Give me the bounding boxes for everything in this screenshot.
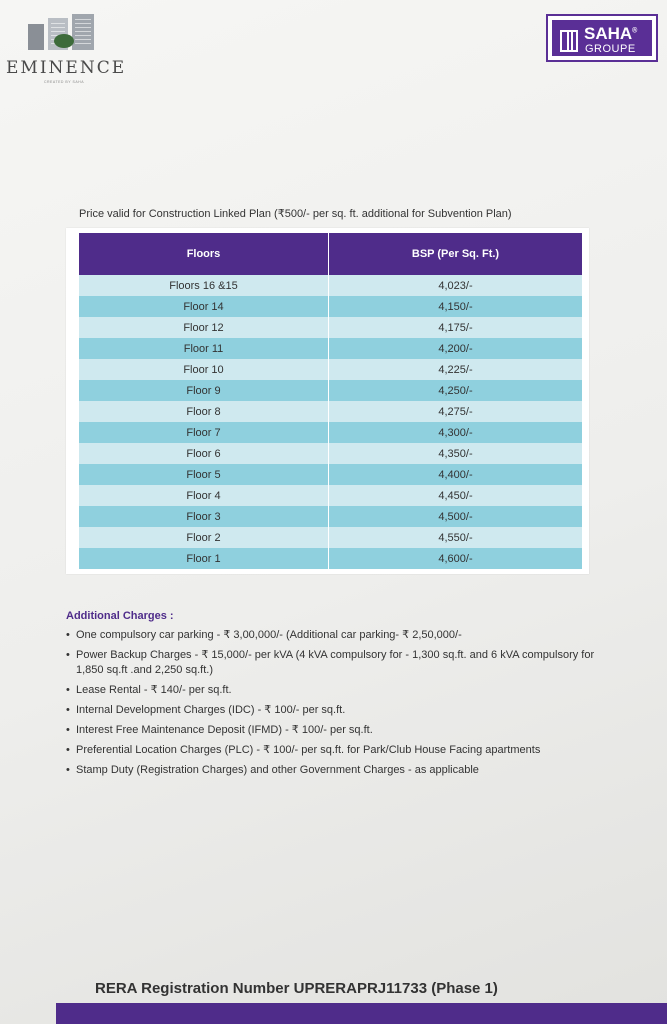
cell-bsp: 4,550/-	[329, 527, 583, 548]
cell-floor: Floor 2	[79, 527, 329, 548]
cell-floor: Floor 3	[79, 506, 329, 527]
cell-bsp: 4,500/-	[329, 506, 583, 527]
table-header-row	[79, 233, 582, 275]
saha-name: SAHA	[584, 24, 633, 43]
cell-bsp: 4,450/-	[329, 485, 583, 506]
saha-groupe-logo	[546, 14, 658, 62]
price-table	[79, 233, 582, 569]
cell-bsp: 4,250/-	[329, 380, 583, 401]
list-item: • Internal Development Charges (IDC) - ₹ 100/- per sq.ft.	[66, 703, 626, 718]
table-row	[79, 443, 582, 464]
cell-floor: Floor 10	[79, 359, 329, 380]
cell-bsp: 4,350/-	[329, 443, 583, 464]
table-row	[79, 380, 582, 401]
cell-floor: Floor 4	[79, 485, 329, 506]
charges-list	[66, 628, 626, 778]
list-item: • Interest Free Maintenance Deposit (IFMD) - ₹ 100/- per sq.ft.	[66, 723, 626, 738]
cell-bsp: 4,225/-	[329, 359, 583, 380]
cell-bsp: 4,400/-	[329, 464, 583, 485]
additional-charges-title: Additional Charges :	[66, 610, 174, 622]
cell-floor: Floor 6	[79, 443, 329, 464]
cell-bsp: 4,023/-	[329, 275, 583, 296]
list-item: • Power Backup Charges - ₹ 15,000/- per kVA (4 kVA compulsory for - 1,300 sq.ft. and 6 kVA compulsory for 1,850 sq.ft .and 2,250 sq.ft.)	[66, 648, 606, 678]
saha-sub: GROUPE	[585, 43, 636, 55]
table-row	[79, 275, 582, 296]
cell-bsp: 4,200/-	[329, 338, 583, 359]
cell-floor: Floor 11	[79, 338, 329, 359]
table-row	[79, 548, 582, 569]
cell-floor: Floor 14	[79, 296, 329, 317]
registered-mark: ®	[632, 27, 638, 35]
price-note: Price valid for Construction Linked Plan (₹500/- per sq. ft. additional for Subvention Plan)	[79, 208, 512, 220]
bottom-bar	[56, 1003, 667, 1024]
cell-bsp: 4,175/-	[329, 317, 583, 338]
cell-floor: Floor 9	[79, 380, 329, 401]
header-floors: Floors	[79, 233, 329, 275]
header-bsp: BSP (Per Sq. Ft.)	[329, 233, 583, 275]
list-item: • Stamp Duty (Registration Charges) and other Government Charges - as applicable	[66, 763, 626, 778]
price-table-frame	[66, 228, 589, 574]
list-item: • One compulsory car parking - ₹ 3,00,000/- (Additional car parking- ₹ 2,50,000/-	[66, 628, 626, 643]
table-row	[79, 317, 582, 338]
table-row	[79, 401, 582, 422]
eminence-logo-text: EMINENCE	[6, 58, 127, 78]
cell-bsp: 4,600/-	[329, 548, 583, 569]
cell-floor: Floor 1	[79, 548, 329, 569]
cell-floor: Floor 8	[79, 401, 329, 422]
table-row	[79, 485, 582, 506]
table-row	[79, 338, 582, 359]
cell-bsp: 4,275/-	[329, 401, 583, 422]
cell-floor: Floor 12	[79, 317, 329, 338]
additional-charges	[66, 610, 626, 783]
list-item: • Preferential Location Charges (PLC) - ₹ 100/- per sq.ft. for Park/Club House Facing apartments	[66, 743, 626, 758]
cell-floor: Floor 7	[79, 422, 329, 443]
table-row	[79, 464, 582, 485]
cell-bsp: 4,300/-	[329, 422, 583, 443]
saha-mark-icon	[560, 30, 578, 52]
cell-floor: Floor 5	[79, 464, 329, 485]
eminence-logo	[6, 14, 126, 84]
table-row	[79, 296, 582, 317]
table-row	[79, 506, 582, 527]
building-illustration	[24, 14, 104, 50]
table-row	[79, 422, 582, 443]
eminence-logo-subtext: CREATED BY SAHA	[44, 80, 85, 84]
rera-registration: RERA Registration Number UPRERAPRJ11733 (Phase 1)	[95, 980, 498, 997]
list-item: • Lease Rental - ₹ 140/- per sq.ft.	[66, 683, 626, 698]
table-row	[79, 359, 582, 380]
table-row	[79, 527, 582, 548]
cell-bsp: 4,150/-	[329, 296, 583, 317]
cell-floor: Floors 16 &15	[79, 275, 329, 296]
